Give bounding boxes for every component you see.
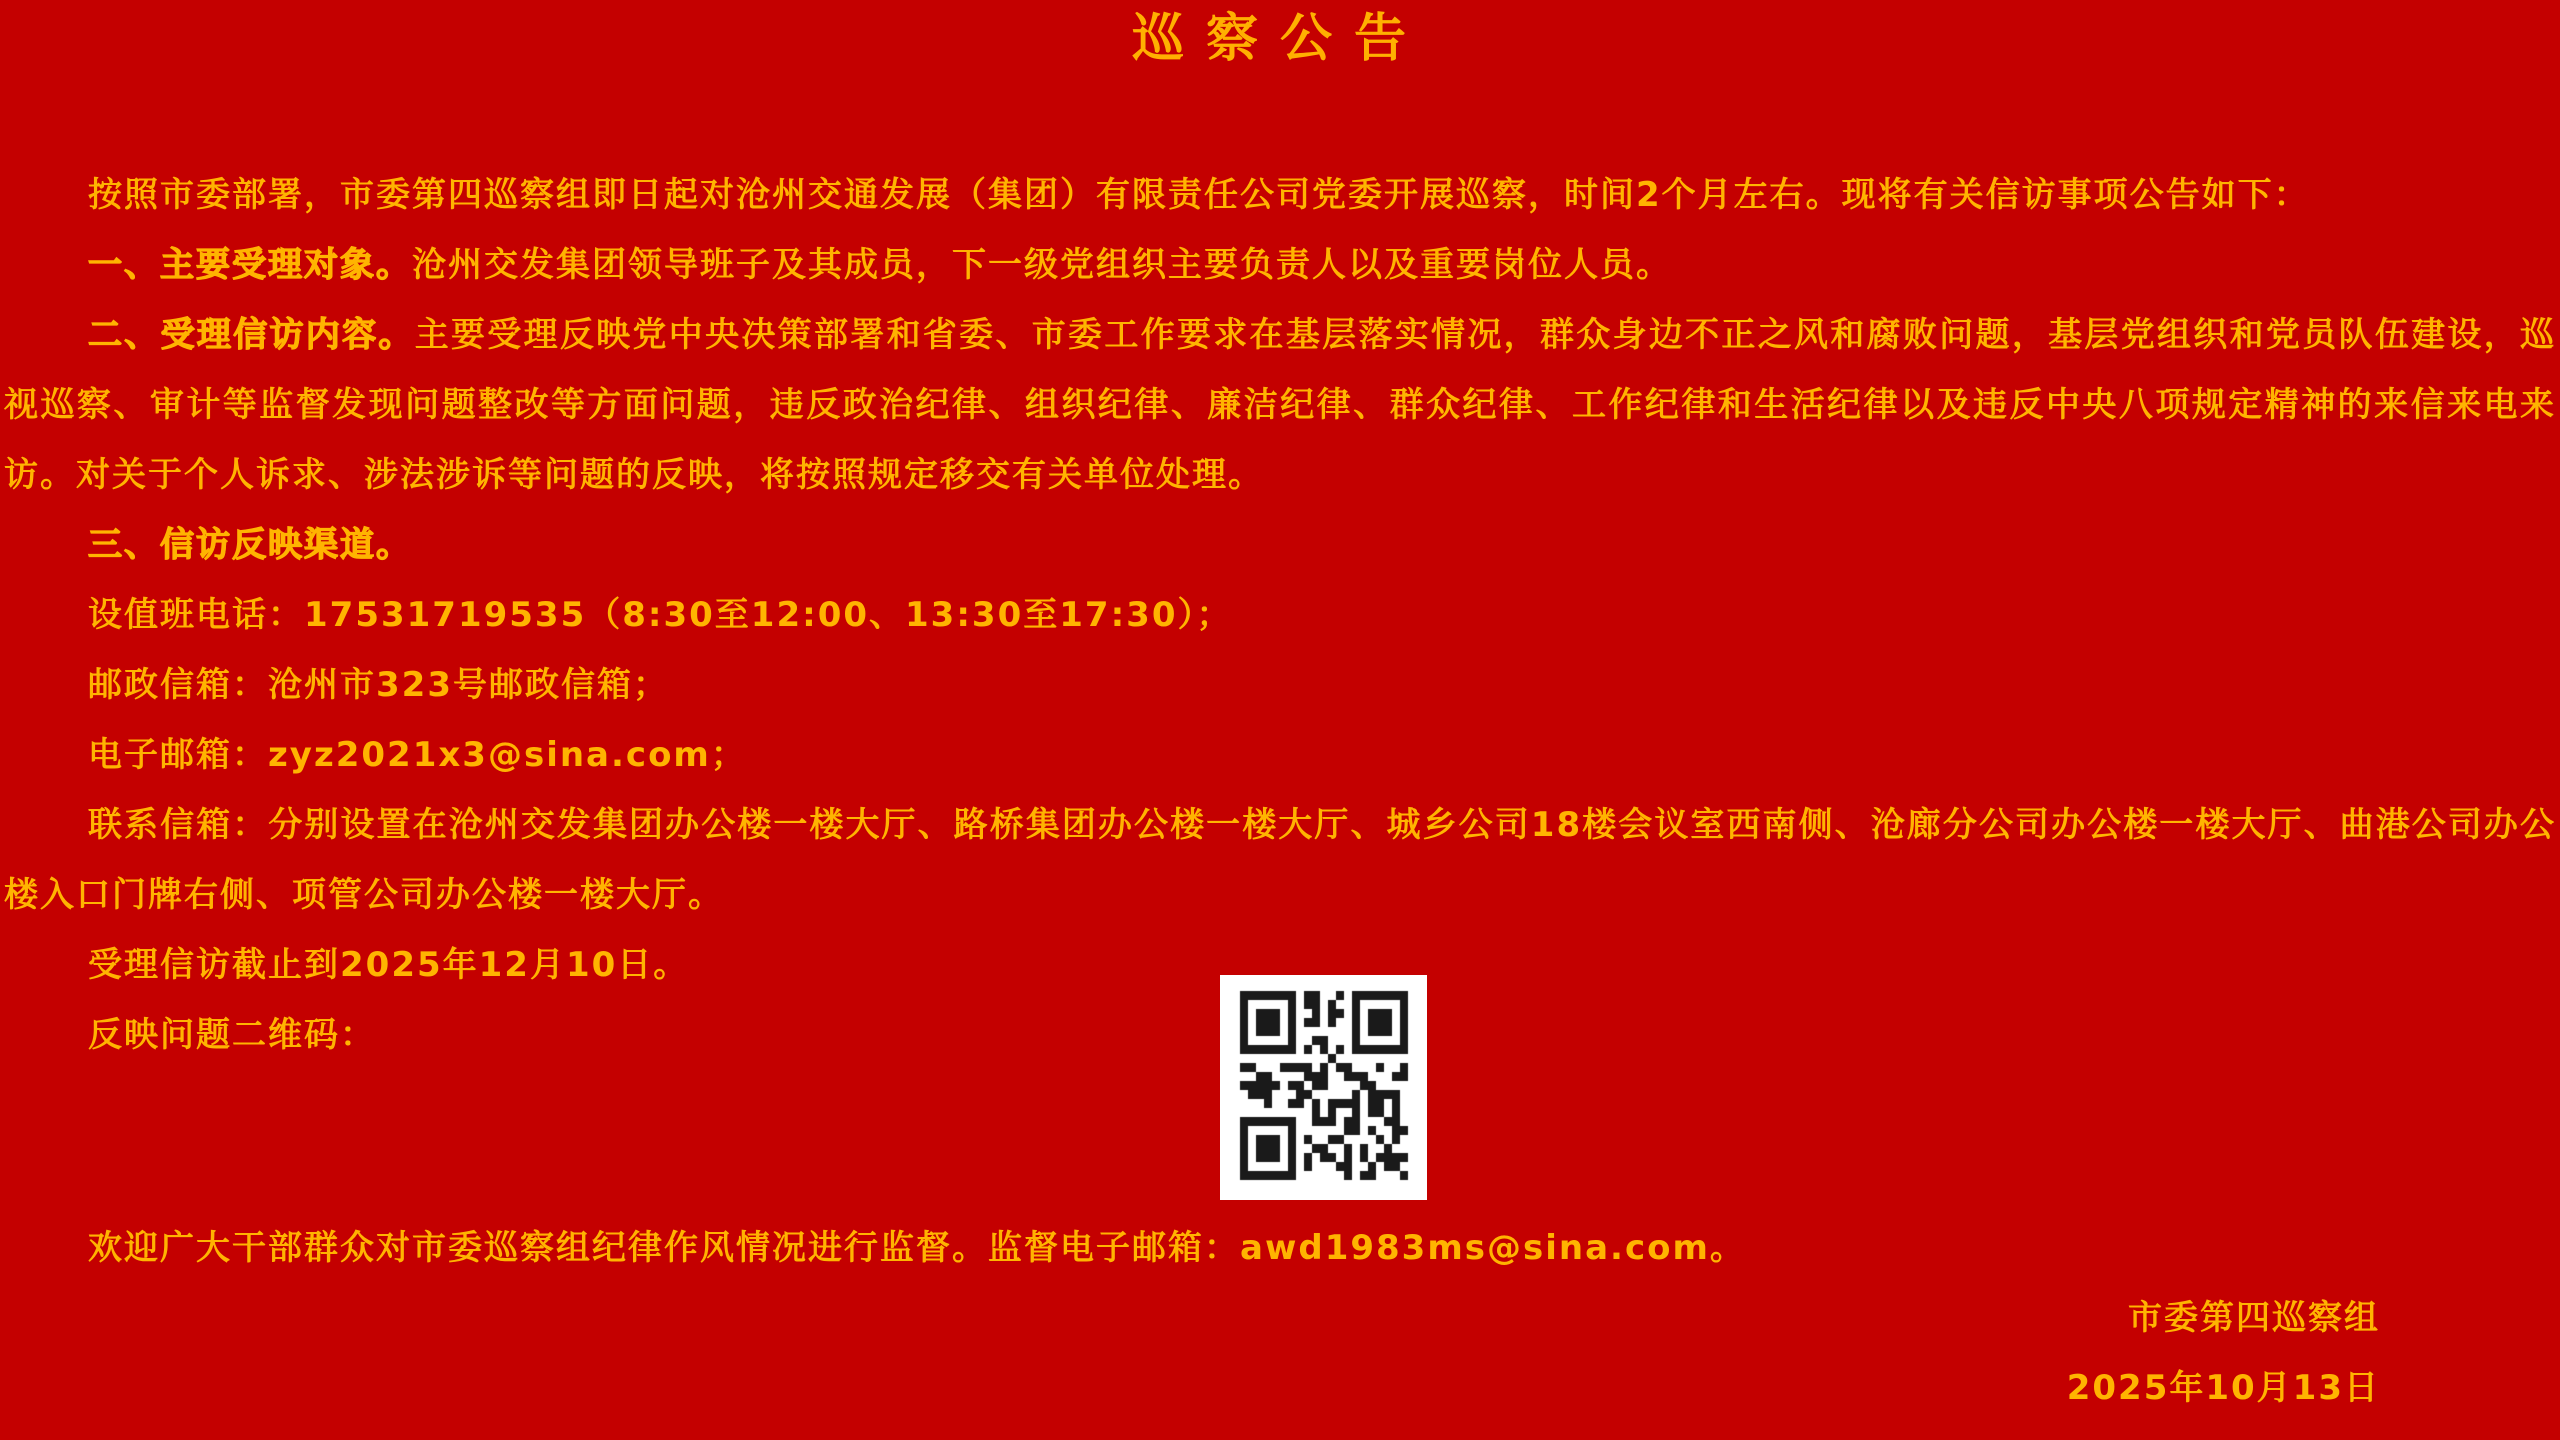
paragraph-section-3 [4, 510, 2556, 580]
section-1-heading: 一、主要受理对象。 [88, 245, 412, 285]
page-title: 巡察公告 [1131, 8, 1428, 69]
paragraph-contact-boxes [4, 790, 2556, 930]
paragraph-section-2 [4, 300, 2556, 510]
section-2-text: 主要受理反映党中央决策部署和省委、市委工作要求在基层落实情况，群众身边不正之风和腐败问题，基层党组织和党员队伍建设，巡视巡察、审计等监督发现问题整改等方面问题，违反政治纪律、组织纪律、廉洁纪律、群众纪律、工作纪律和生活纪律以及违反中央八项规定精神的来信来电来访。对关于个人诉求、涉法涉诉等问题的反映，将按照规定移交有关单位处理。 [4, 315, 2556, 495]
paragraph-postal-box [4, 650, 2556, 720]
section-3-heading: 三、信访反映渠道。 [88, 525, 412, 565]
paragraph-supervision [4, 1213, 2556, 1283]
paragraph-duty-phone [4, 580, 2556, 650]
paragraph-email [4, 720, 2556, 790]
supervision-text: 欢迎广大干部群众对市委巡察组纪律作风情况进行监督。监督电子邮箱：awd1983ms@sina.com。 [88, 1228, 1746, 1268]
signature-org: 市委第四巡察组 [2128, 1298, 2380, 1338]
signature-date: 2025年10月13日 [2066, 1368, 2380, 1408]
paragraph-intro [4, 160, 2556, 230]
postal-box-text: 邮政信箱：沧州市323号邮政信箱； [88, 665, 669, 705]
section-2-heading: 二、受理信访内容。 [88, 315, 415, 355]
qr-code-image [1220, 975, 1427, 1200]
email-text: 电子邮箱：zyz2021x3@sina.com； [88, 735, 747, 775]
section-1-text: 沧州交发集团领导班子及其成员，下一级党组织主要负责人以及重要岗位人员。 [412, 245, 1672, 285]
qr-label-text: 反映问题二维码： [88, 1015, 376, 1055]
paragraph-section-1 [4, 230, 2556, 300]
qr-code-canvas [1220, 975, 1427, 1200]
contact-boxes-text: 联系信箱：分别设置在沧州交发集团办公楼一楼大厅、路桥集团办公楼一楼大厅、城乡公司18楼会议室西南侧、沧廊分公司办公楼一楼大厅、曲港公司办公楼入口门牌右侧、项管公司办公楼一楼大厅。 [4, 805, 2556, 915]
deadline-text: 受理信访截止到2025年12月10日。 [88, 945, 690, 985]
paragraph-intro-text: 按照市委部署，市委第四巡察组即日起对沧州交通发展（集团）有限责任公司党委开展巡察，时间2个月左右。现将有关信访事项公告如下： [88, 175, 2310, 215]
signature-block [0, 1283, 2560, 1423]
duty-phone-text: 设值班电话：17531719535（8:30至12:00、13:30至17:30）； [88, 595, 1233, 635]
